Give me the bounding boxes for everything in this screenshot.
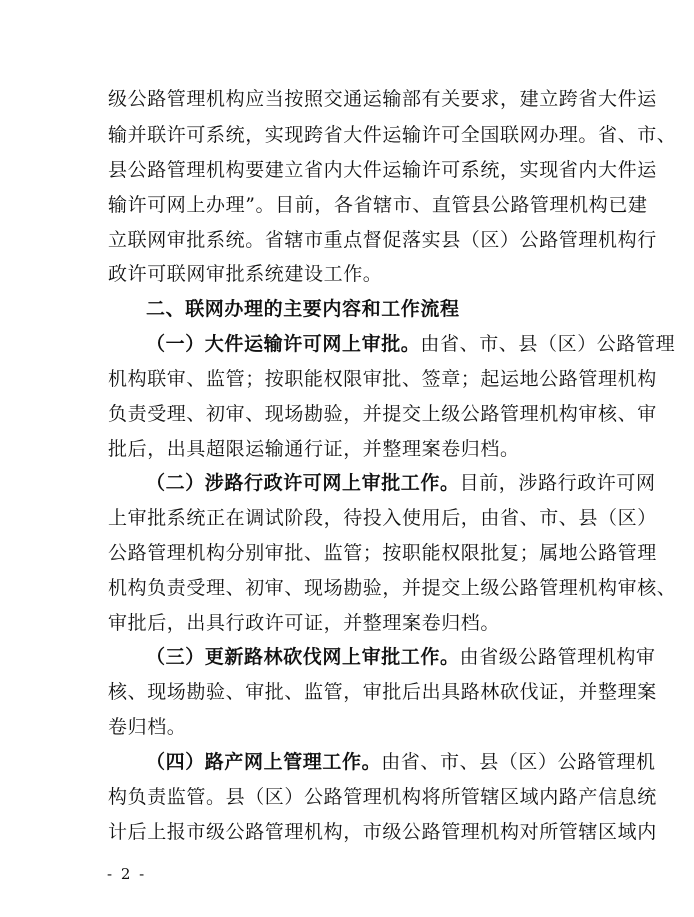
text-line: 批后，出具超限运输通行证，并整理案卷归档。 <box>108 438 520 460</box>
text-line: 审批后，出具行政许可证，并整理案卷归档。 <box>108 612 501 634</box>
paragraph-first-line <box>146 640 656 674</box>
subheading: （三）更新路林砍伐网上审批工作。 <box>146 646 460 668</box>
paragraph-first-line <box>146 745 656 779</box>
text-line: 政许可联网审批系统建设工作。 <box>108 263 383 285</box>
text-line: 上审批系统正在调试阶段，待投入使用后，由省、市、县（区） <box>108 507 657 529</box>
text-line: 公路管理机构分别审批、监管；按职能权限批复；属地公路管理 <box>108 542 657 564</box>
subheading: （四）路产网上管理工作。 <box>146 751 382 773</box>
subheading: （一）大件运输许可网上审批。 <box>146 333 421 355</box>
page-number: - 2 - <box>107 865 147 883</box>
text-span: 由省、市、县（区）公路管理机 <box>381 751 656 773</box>
paragraph-first-line <box>146 466 656 500</box>
subheading: （二）涉路行政许可网上审批工作。 <box>146 472 460 494</box>
text-span: 由省级公路管理机构审 <box>459 646 656 668</box>
text-line: 县公路管理机构要建立省内大件运输许可系统，实现省内大件运 <box>108 159 657 181</box>
text-line: 负责受理、初审、现场勘验，并提交上级公路管理机构审核、审 <box>108 403 657 425</box>
text-line: 机构联审、监管；按职能权限审批、签章；起运地公路管理机构 <box>108 368 657 390</box>
text-line: 立联网审批系统。省辖市重点督促落实县（区）公路管理机构行 <box>108 229 657 251</box>
text-line: 机构负责受理、初审、现场勘验，并提交上级公路管理机构审核、 <box>108 577 677 599</box>
paragraph-first-line <box>146 327 676 361</box>
text-line: 输许可网上办理”。目前，各省辖市、直管县公路管理机构已建 <box>108 194 648 216</box>
text-line: 构负责监管。县（区）公路管理机构将所管辖区域内路产信息统 <box>108 786 657 808</box>
text-line: 核、现场勘验、审批、监管，审批后出具路林砍伐证，并整理案 <box>108 681 657 703</box>
text-span: 由省、市、县（区）公路管理 <box>420 333 676 355</box>
text-line: 卷归档。 <box>108 716 187 738</box>
text-line: 级公路管理机构应当按照交通运输部有关要求，建立跨省大件运 <box>108 88 657 110</box>
text-span: 目前，涉路行政许可网 <box>459 472 656 494</box>
text-line: 计后上报市级公路管理机构，市级公路管理机构对所管辖区域内 <box>108 821 657 843</box>
section-heading: 二、联网办理的主要内容和工作流程 <box>146 298 460 320</box>
text-line: 输并联许可系统，实现跨省大件运输许可全国联网办理。省、市、 <box>108 124 677 146</box>
